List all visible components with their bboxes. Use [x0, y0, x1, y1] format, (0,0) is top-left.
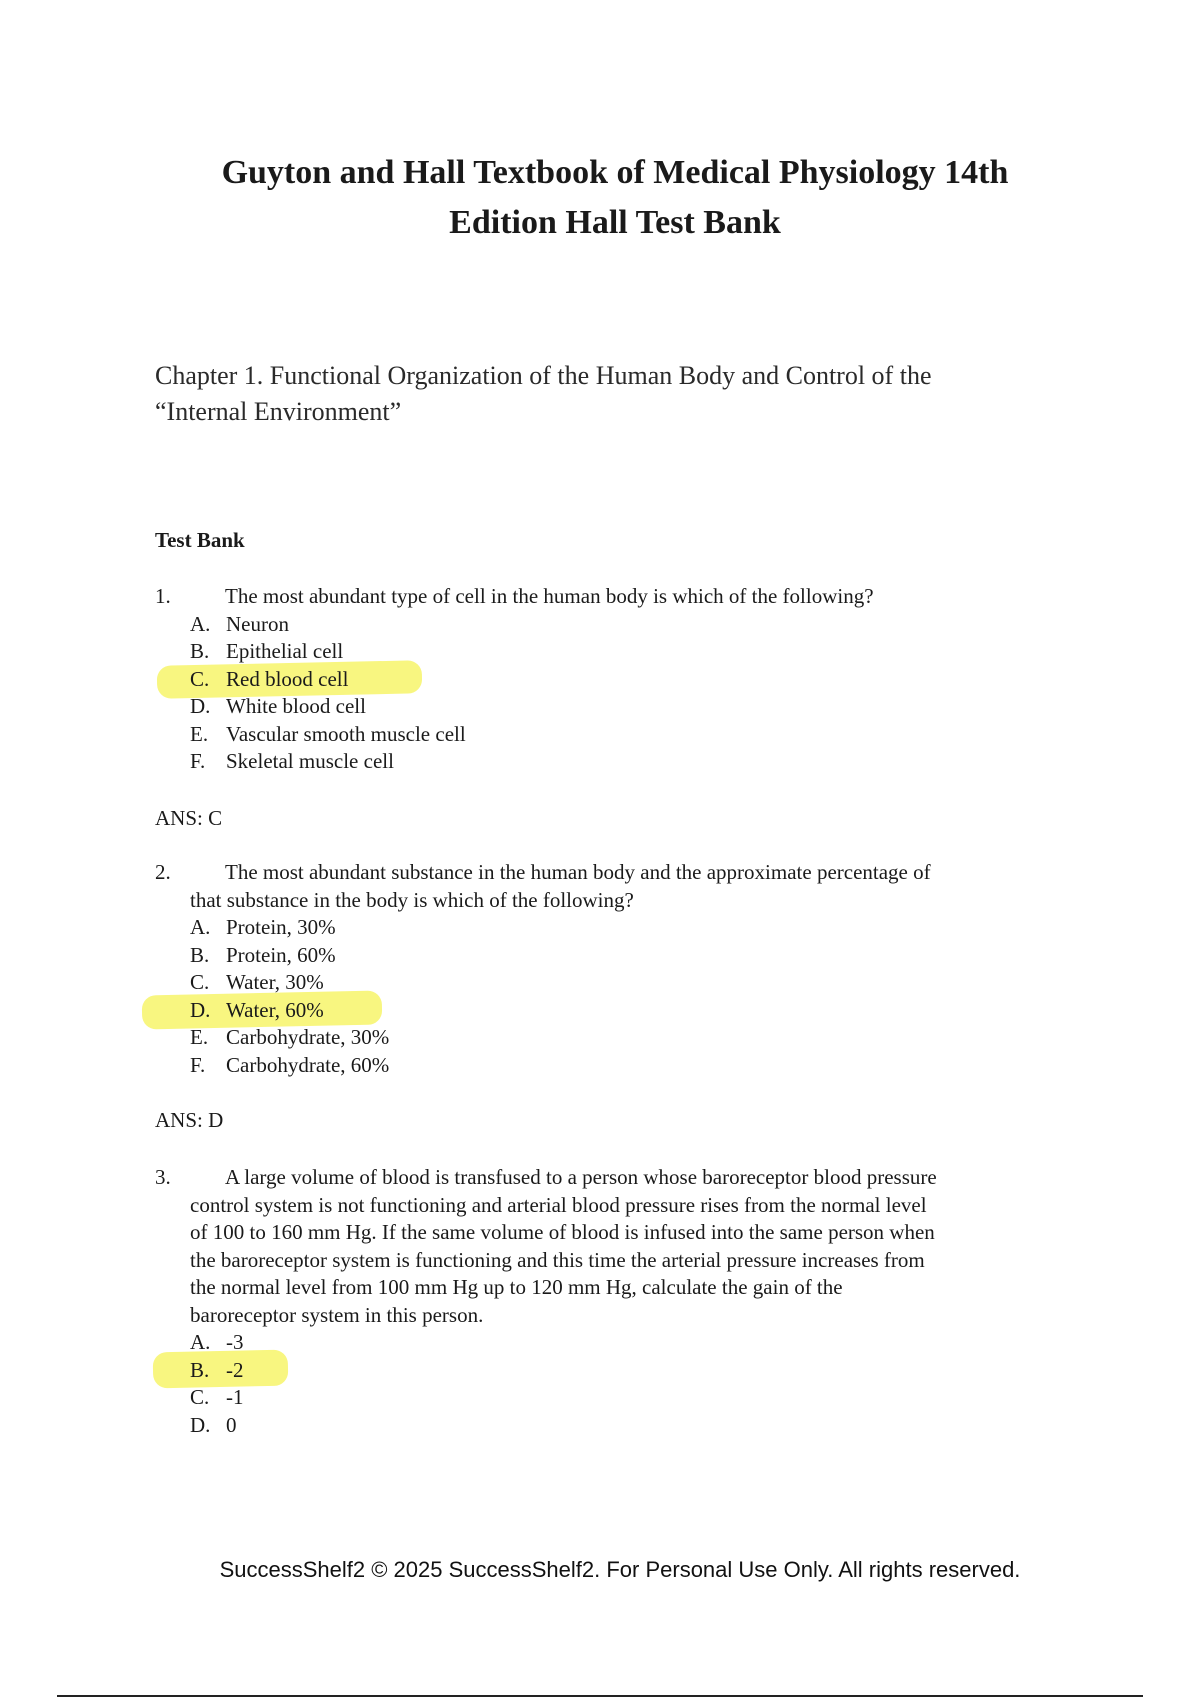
question-stem-line-2: control system is not functioning and arterial blood pressure rises from the normal level	[190, 1192, 927, 1217]
question-number: 3.	[155, 1165, 171, 1189]
option-c: C. Water, 30%	[190, 970, 324, 994]
question-stem-line-6: baroreceptor system in this person.	[190, 1302, 484, 1327]
title-line-2: Edition Hall Test Bank	[449, 204, 781, 241]
option-e: E. Vascular smooth muscle cell	[190, 721, 466, 746]
answer-1: ANS: C	[155, 806, 223, 830]
title-line-1: Guyton and Hall Textbook of Medical Physiology 14th	[221, 154, 1009, 191]
option-f: F. Skeletal muscle cell	[190, 749, 394, 773]
option-f: F. Carbohydrate, 60%	[190, 1052, 390, 1077]
section-label: Test Bank	[155, 528, 245, 552]
option-d: D. 0	[190, 1412, 237, 1437]
question-1	[155, 583, 1055, 776]
question-stem-line-1: The most abundant substance in the human body and the approximate percentage of	[225, 860, 931, 884]
question-3	[155, 1164, 1055, 1439]
option-b-highlighted: B. -2	[155, 1357, 1055, 1385]
option-b: B. Epithelial cell	[190, 639, 344, 663]
option-a: A. Neuron	[190, 611, 289, 636]
option-d: D. White blood cell	[190, 694, 366, 718]
question-number: 1.	[155, 584, 171, 608]
question-stem-line-4: the baroreceptor system is functioning and this time the arterial pressure increases from	[190, 1247, 925, 1272]
question-stem-line-5: the normal level from 100 mm Hg up to 120 mm Hg, calculate the gain of the	[190, 1275, 843, 1299]
chapter-line-2: “Internal Environment”	[155, 397, 402, 426]
option-a: A. -3	[190, 1330, 244, 1354]
option-e: E. Carbohydrate, 30%	[190, 1025, 390, 1049]
question-stem-line-2: that substance in the body is which of the following?	[190, 887, 634, 912]
option-b: B. Protein, 60%	[190, 942, 336, 967]
option-c: C. -1	[190, 1385, 244, 1409]
answer-2: ANS: D	[155, 1108, 224, 1132]
option-a: A. Protein, 30%	[190, 915, 336, 939]
question-stem-line-3: of 100 to 160 mm Hg. If the same volume of blood is infused into the same person when	[190, 1220, 935, 1244]
chapter-line-1: Chapter 1. Functional Organization of the Human Body and Control of the	[155, 361, 932, 390]
question-2	[155, 859, 1055, 1079]
question-stem-line-1: A large volume of blood is transfused to a person whose baroreceptor blood pressure	[225, 1165, 937, 1189]
question-stem: The most abundant type of cell in the human body is which of the following?	[225, 584, 874, 608]
footer-copyright: SuccessShelf2 © 2025 SuccessShelf2. For Personal Use Only. All rights reserved.	[219, 1557, 1021, 1582]
bottom-divider	[57, 1695, 1143, 1697]
document-title	[180, 148, 1050, 248]
option-c-highlighted: C. Red blood cell	[155, 666, 1055, 694]
question-number: 2.	[155, 860, 171, 884]
option-d-highlighted: D. Water, 60%	[155, 997, 1055, 1025]
chapter-heading	[155, 358, 1075, 430]
